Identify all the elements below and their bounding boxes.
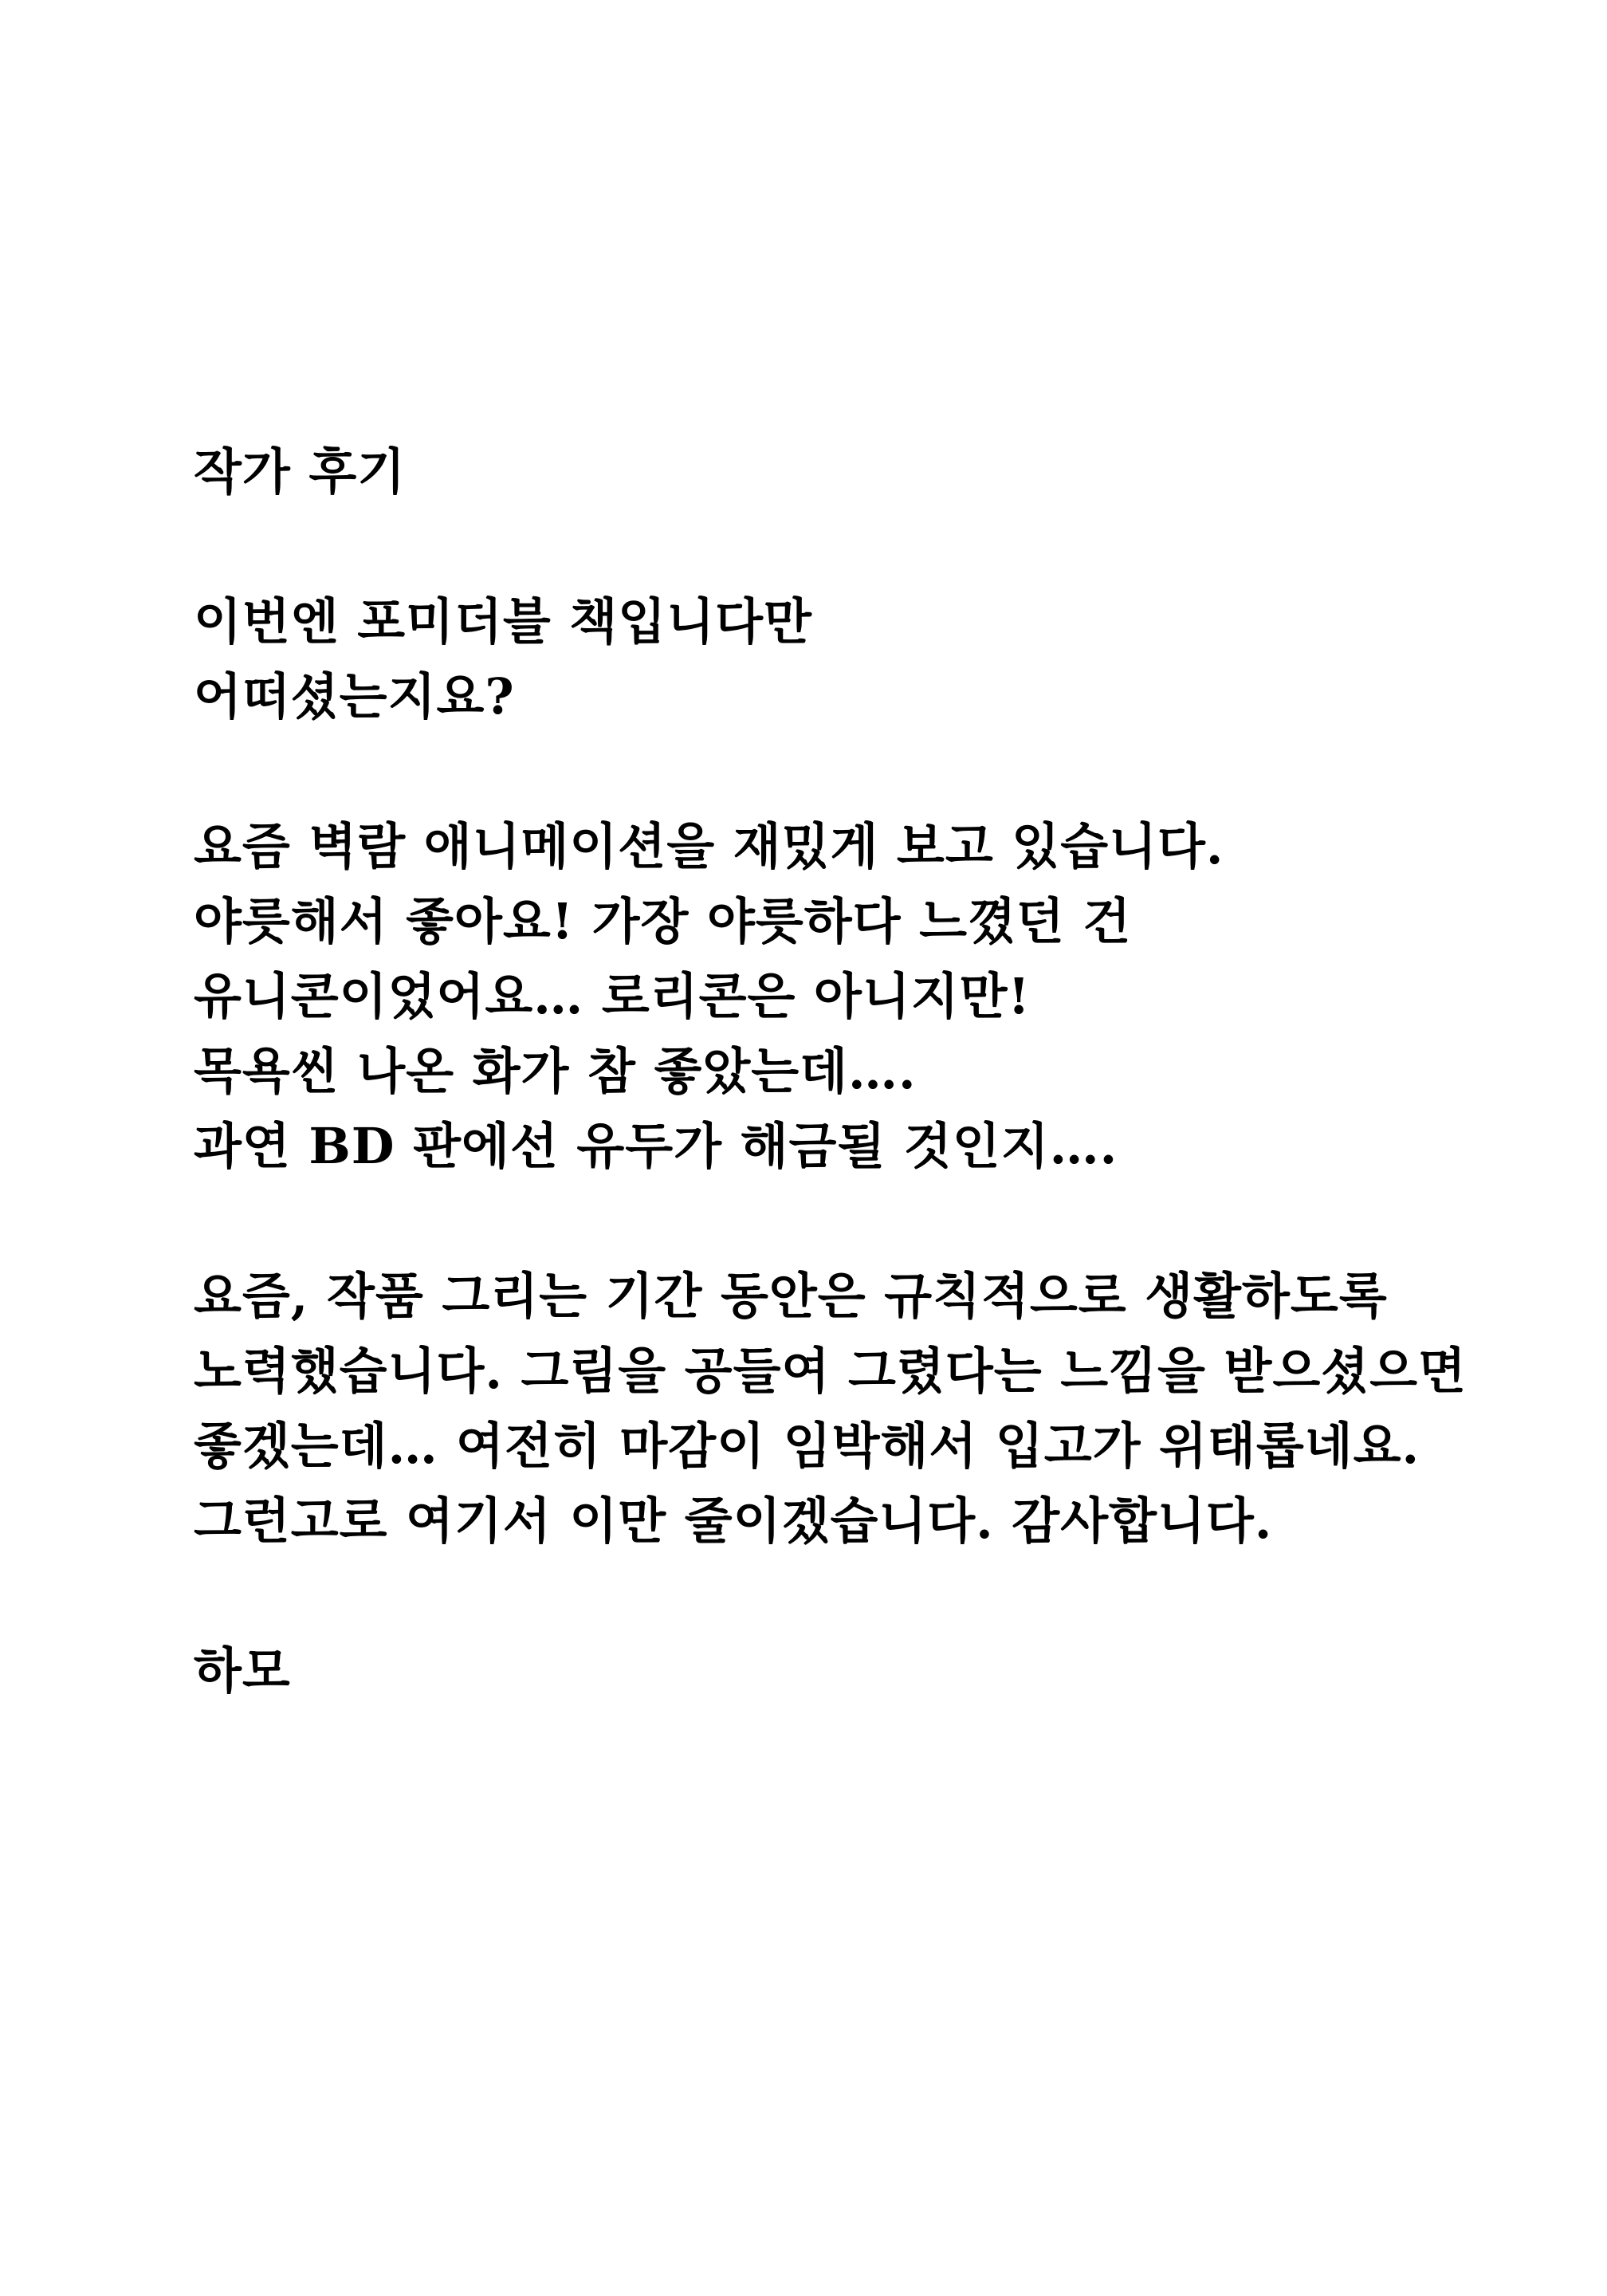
paragraph-1-line-2: 어떠셨는지요? [194,667,515,725]
paragraph-2-line-4: 목욕씬 나온 화가 참 좋았는데…. [194,1042,917,1100]
paragraph-3-line-4: 그런고로 여기서 이만 줄이겠습니다. 감사합니다. [194,1492,1273,1550]
paragraph-gap [194,509,1549,584]
paragraph-gap [194,1184,1549,1259]
afterword-text [194,434,1549,1708]
paragraph-gap [194,1559,1549,1634]
paragraph-3-line-2: 노력했습니다. 그림을 공들여 그렸다는 느낌을 받으셨으면 [194,1342,1467,1400]
paragraph-1-line-1: 이번엔 포미더블 책입니다만 [194,592,812,651]
paragraph-2-line-2: 야릇해서 좋아요! 가장 야릇하다 느꼈던 건 [194,892,1132,950]
paragraph-gap [194,734,1549,809]
paragraph-3-line-1: 요즘, 작품 그리는 기간 동안은 규칙적으로 생활하도록 [194,1267,1388,1325]
paragraph-2-line-1: 요즘 벽람 애니메이션을 재밌게 보고 있습니다. [194,817,1224,875]
paragraph-2-line-3: 유니콘이었어요… 로리콘은 아니지만! [194,967,1031,1025]
afterword-title: 작가 후기 [194,442,407,501]
paragraph-3-line-3: 좋겠는데… 여전히 마감이 임박해서 입고가 위태롭네요. [194,1417,1420,1475]
author-signature: 하모 [194,1641,291,1700]
paragraph-2-line-5: 과연 BD 판에선 유두가 해금될 것인지…. [194,1117,1118,1175]
